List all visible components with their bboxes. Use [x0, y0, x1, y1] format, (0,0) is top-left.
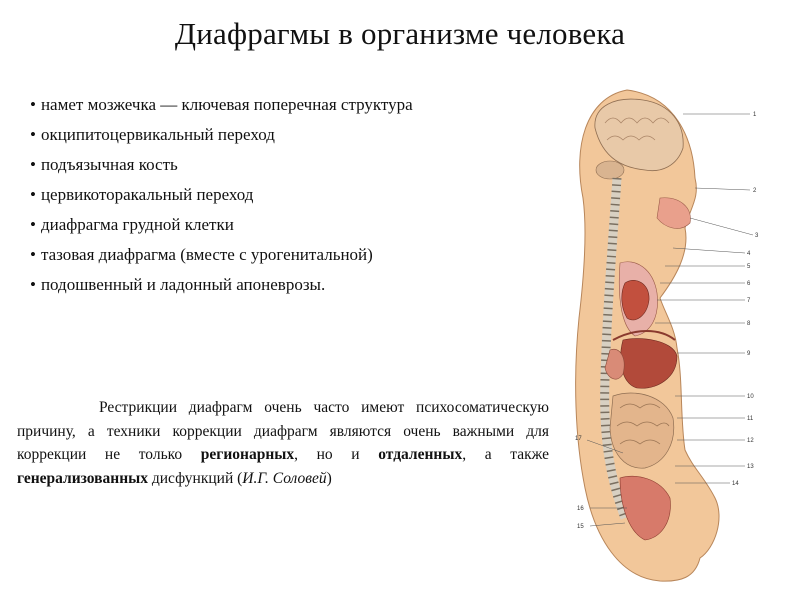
callout-label: 7 — [747, 298, 751, 304]
diaphragm-list — [30, 95, 413, 305]
emphasis-regional: регионарных — [200, 446, 295, 463]
callout-label: 10 — [747, 394, 754, 400]
list-item: • подошвенный и ладонный апоневрозы. — [30, 275, 326, 294]
slide-title: Диафрагмы в организме человека — [174, 16, 626, 51]
callout-label: 9 — [747, 351, 751, 357]
callout-label: 13 — [747, 464, 754, 470]
emphasis-generalized: генерализованных — [17, 469, 148, 487]
emphasis-distant: отдаленных — [378, 446, 463, 463]
list-item: • диафрагма грудной клетки — [30, 215, 234, 234]
list-item: • подъязычная кость — [30, 155, 178, 174]
callout-label: 3 — [755, 233, 759, 239]
sagittal-section-figure — [565, 78, 770, 583]
callout-label: 15 — [577, 524, 584, 530]
callout-label: 11 — [747, 416, 754, 422]
callout-label: 6 — [747, 281, 751, 287]
bullet-icon: • — [30, 125, 36, 144]
callout-label: 14 — [732, 481, 739, 487]
bullet-icon: • — [30, 155, 36, 174]
callout-label: 8 — [747, 321, 751, 327]
callout-label: 1 — [753, 112, 757, 118]
bullet-icon: • — [30, 275, 36, 294]
callout-label: 4 — [747, 251, 751, 257]
list-item: • тазовая диафрагма (вместе с урогенитальной) — [30, 245, 373, 264]
callout-label: 5 — [747, 264, 751, 270]
bullet-icon: • — [30, 95, 36, 114]
list-item: • намет мозжечка — ключевая поперечная структура — [30, 95, 413, 114]
author-citation: И.Г. Соловей — [242, 469, 327, 487]
callout-label: 16 — [577, 506, 584, 512]
bullet-icon: • — [30, 215, 36, 234]
bullet-icon: • — [30, 185, 36, 204]
callout-label: 17 — [575, 436, 582, 442]
cerebellum — [596, 161, 624, 179]
list-item: • окципитоцервикальный переход — [30, 125, 275, 144]
list-item: • цервикоторакальный переход — [30, 185, 254, 204]
body-paragraph: Рестрикции диафрагм очень часто имеют психосоматическую причину, а техники коррекции диафрагм являются очень важными для коррекции не только регионарных, но и отдаленных, а также генерализованных дисфункций (И.Г. Соловей) — [17, 399, 550, 487]
callout-label: 2 — [753, 188, 757, 194]
bullet-icon: • — [30, 245, 36, 264]
anatomy-illustration — [565, 78, 770, 583]
callout-label: 12 — [747, 438, 754, 444]
